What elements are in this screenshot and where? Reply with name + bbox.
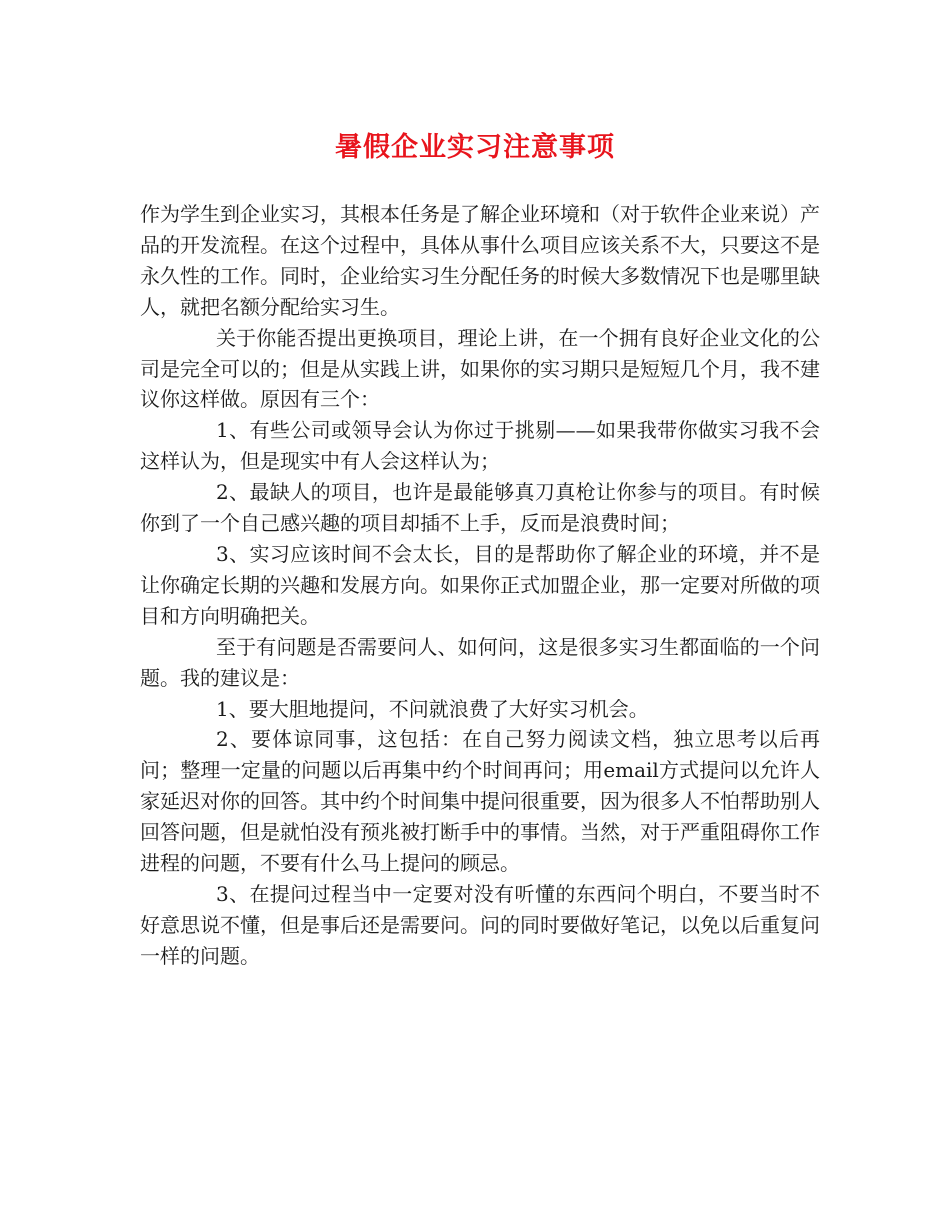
paragraph-1: 作为学生到企业实习，其根本任务是了解企业环境和（对于软件企业来说）产品的开发流程。在这个过程中，具体从事什么项目应该关系不大，只要这不是永久性的工作。同时，企业给实习生分配任务的时候大多数情况下也是哪里缺人，就把名额分配给实习生。 [140, 202, 820, 319]
paragraph-3: 1、有些公司或领导会认为你过于挑剔——如果我带你做实习我不会这样认为，但是现实中有人会这样认为； [140, 418, 820, 474]
paragraph-4: 2、最缺人的项目，也许是最能够真刀真枪让你参与的项目。有时候你到了一个自己感兴趣的项目却插不上手，反而是浪费时间； [140, 480, 820, 536]
paragraph-2: 关于你能否提出更换项目，理论上讲，在一个拥有良好企业文化的公司是完全可以的；但是从实践上讲，如果你的实习期只是短短几个月，我不建议你这样做。原因有三个： [140, 325, 820, 412]
document-title: 暑假企业实习注意事项 [335, 132, 615, 163]
paragraph-7: 1、要大胆地提问，不问就浪费了大好实习机会。 [216, 696, 649, 721]
document-body [140, 199, 820, 972]
paragraph-5: 3、实习应该时间不会太长，目的是帮助你了解企业的环境，并不是让你确定长期的兴趣和发展方向。如果你正式加盟企业，那一定要对所做的项目和方向明确把关。 [140, 541, 820, 628]
paragraph-8: 2、要体谅同事，这包括：在自己努力阅读文档，独立思考以后再问；整理一定量的问题以后再集中约个时间再问；用email方式提问以允许人家延迟对你的回答。其中约个时间集中提问很重要，因为很多人不怕帮助别人回答问题，但是就怕没有预兆被打断手中的事情。当然，对于严重阻碍你工作进程的问题，不要有什么马上提问的顾忌。 [140, 727, 820, 876]
paragraph-6: 至于有问题是否需要问人、如何问，这是很多实习生都面临的一个问题。我的建议是： [140, 634, 820, 690]
paragraph-9: 3、在提问过程当中一定要对没有听懂的东西问个明白，不要当时不好意思说不懂，但是事后还是需要问。问的同时要做好笔记，以免以后重复问一样的问题。 [140, 881, 820, 968]
